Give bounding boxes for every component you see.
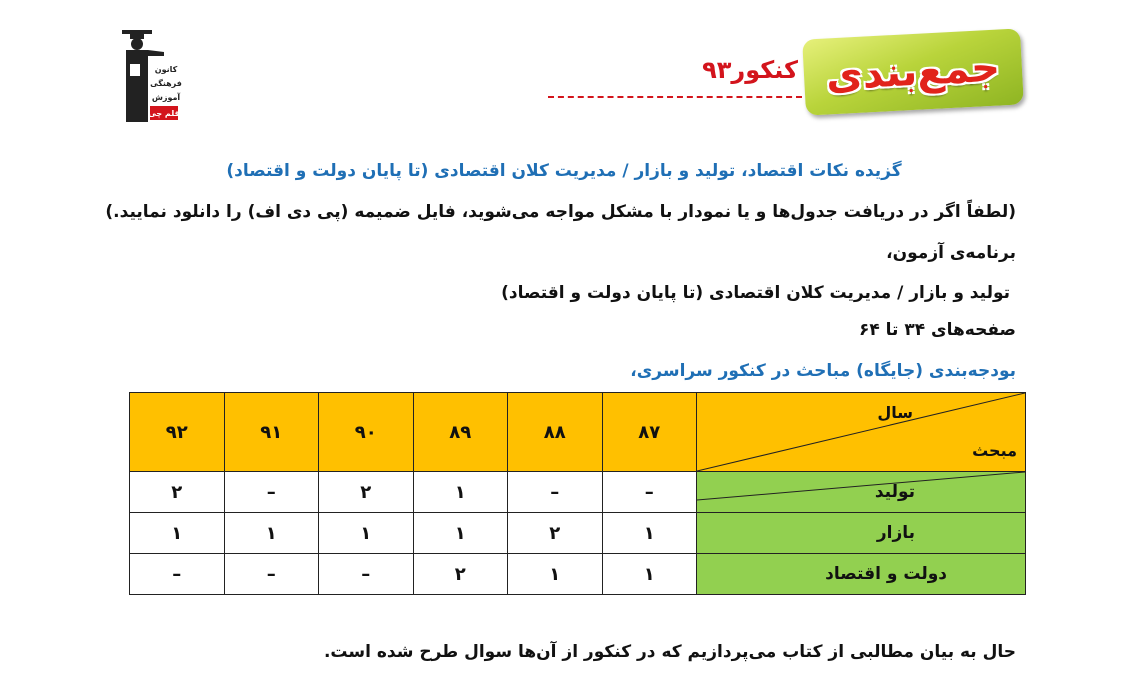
table-cell: – (224, 472, 319, 513)
table-row (130, 472, 1026, 513)
corner-year-label: سال (877, 403, 913, 422)
logo-line-4: قلم چی (148, 109, 180, 118)
table-cell: – (602, 472, 697, 513)
table-cell: ۱ (413, 472, 508, 513)
year-header: ۹۰ (319, 393, 414, 472)
table-cell: ۱ (508, 554, 603, 595)
table-cell: ۲ (508, 513, 603, 554)
table-cell: ۱ (413, 513, 508, 554)
header-dashed-divider (548, 96, 802, 98)
year-header: ۹۲ (130, 393, 225, 472)
logo-line-2: فرهنگی (150, 79, 182, 88)
table-cell: ۱ (130, 513, 225, 554)
table-cell: – (319, 554, 414, 595)
topic-cell: بازار (697, 513, 1026, 554)
corner-topic-label: مبحث (972, 441, 1017, 460)
program-label: برنامه‌ی آزمون، (886, 243, 1016, 263)
footer-text: حال به بیان مطالبی از کتاب می‌پردازیم که در کنکور از آن‌ها سوال طرح شده است. (323, 642, 1016, 662)
table-corner-cell (697, 393, 1026, 472)
table-cell: ۱ (602, 554, 697, 595)
year-header: ۹۱ (224, 393, 319, 472)
table-cell: ۲ (413, 554, 508, 595)
table-cell: ۲ (130, 472, 225, 513)
year-header: ۸۹ (413, 393, 508, 472)
logo-line-3: آموزش (151, 93, 181, 102)
table-cell: ۲ (319, 472, 414, 513)
kanoon-logo (118, 30, 188, 126)
budget-table (129, 392, 1026, 595)
table-cell: – (508, 472, 603, 513)
jam-bandi-badge (802, 28, 1024, 115)
table-cell: – (130, 554, 225, 595)
pages-range: صفحه‌های ۳۴ تا ۶۴ (858, 320, 1016, 340)
year-header: ۸۷ (602, 393, 697, 472)
table-row (130, 513, 1026, 554)
konkur-label: کنکور۹۳ (702, 56, 798, 84)
notice-text: (لطفاً اگر در دریافت جدول‌ها و یا نمودار با مشکل مواجه می‌شوید، فایل ضمیمه (پی دی اف) را دانلود نمایید.) (105, 202, 1016, 222)
program-topic: تولید و بازار / مدیریت کلان اقتصادی (تا پایان دولت و اقتصاد) (501, 283, 1010, 303)
table-cell: – (224, 554, 319, 595)
table-cell: ۱ (602, 513, 697, 554)
year-header: ۸۸ (508, 393, 603, 472)
topic-label: تولید (874, 482, 915, 502)
topic-cell (697, 472, 1026, 513)
page-title: گزیده نکات اقتصاد، تولید و بازار / مدیریت کلان اقتصادی (تا پایان دولت و اقتصاد) (226, 161, 902, 181)
table-cell: ۱ (224, 513, 319, 554)
badge-text: جمع‌بندی (824, 44, 1002, 100)
budget-title: بودجه‌بندی (جایگاه) مباحث در کنکور سراسری، (630, 361, 1016, 381)
table-header-row (130, 393, 1026, 472)
table-cell: ۱ (319, 513, 414, 554)
topic-cell: دولت و اقتصاد (697, 554, 1026, 595)
table-row (130, 554, 1026, 595)
logo-line-1: کانون (154, 65, 178, 74)
